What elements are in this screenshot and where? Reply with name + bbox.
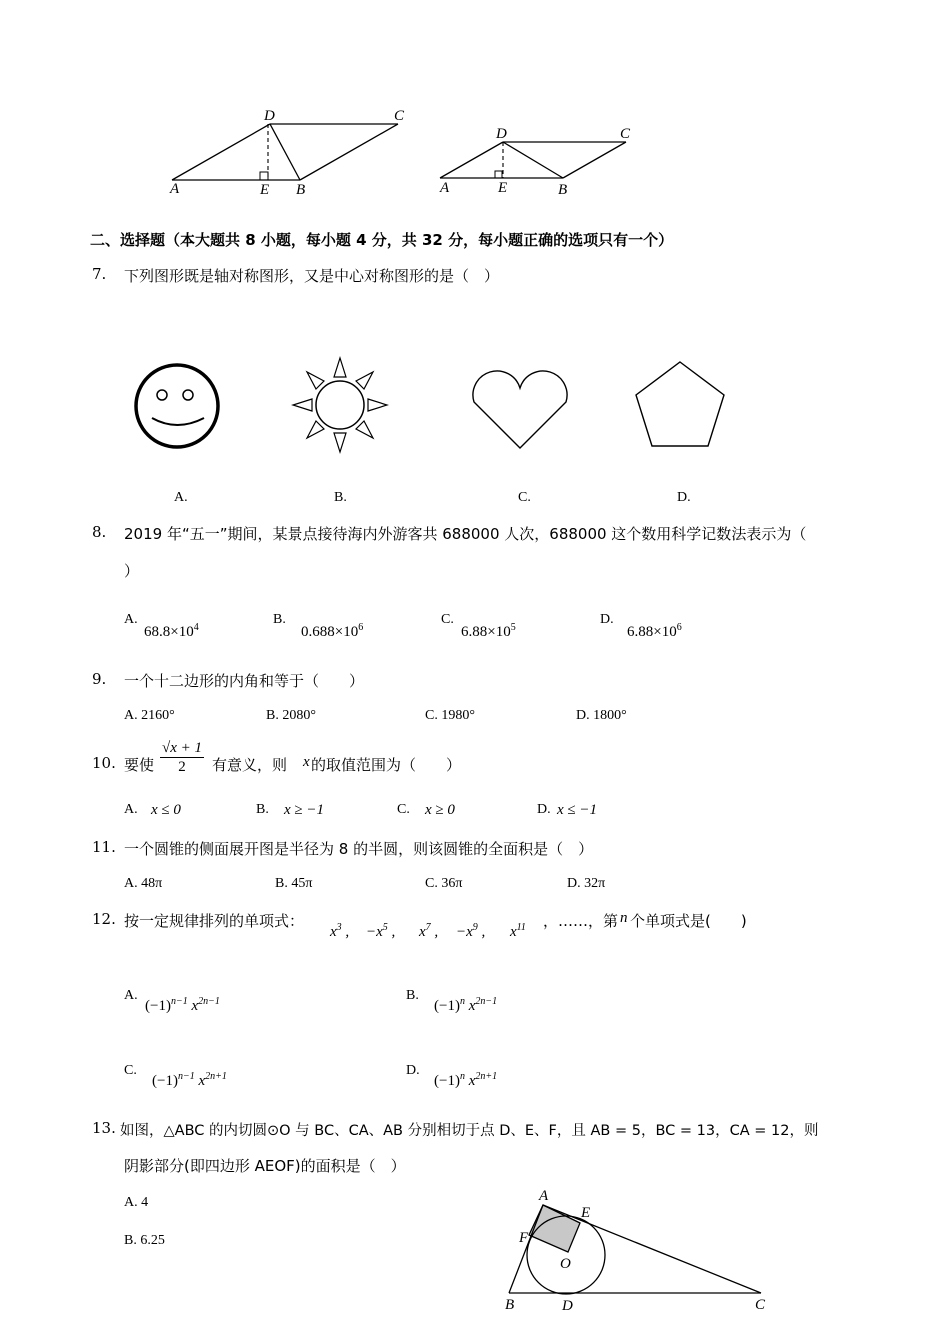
q9-number: 9. <box>92 670 107 688</box>
label-A: A <box>539 1188 549 1204</box>
section-heading: 二、选择题（本大题共 8 小题，每小题 4 分，共 32 分，每小题正确的选项只有一个） <box>90 231 674 249</box>
q10-option-c-letter[interactable]: C. <box>397 802 410 817</box>
q10-pre: 要使 <box>124 756 155 774</box>
q10-option-b-letter[interactable]: B. <box>256 802 269 817</box>
q13-number: 13. <box>92 1119 116 1137</box>
q10-option-a-letter[interactable]: A. <box>124 802 138 817</box>
label-O: O <box>560 1256 571 1272</box>
q13-stem: 如图，△ABC 的内切圆⊙O 与 BC、CA、AB 分别相切于点 D、E、F，且 AB = 5，BC = 13，CA = 12，则 <box>120 1123 819 1139</box>
q12-stem: 按一定规律排列的单项式： <box>124 912 305 930</box>
q8-option-b-letter[interactable]: B. <box>273 612 286 627</box>
q12-term-2: $-x^5$ , <box>366 922 396 940</box>
q10-post: 有意义，则 <box>212 756 288 774</box>
q12-n: n <box>620 910 628 926</box>
q13-option-b[interactable]: B. 6.25 <box>124 1233 165 1248</box>
q11-option-d[interactable]: D. 32π <box>567 876 606 891</box>
label-C: C <box>755 1297 766 1313</box>
q8-stem: 2019 年“五一”期间，某景点接待海内外游客共 688000 人次，688000 这个数用科学记数法表示为（ <box>124 525 807 543</box>
q9-option-a[interactable]: A. 2160° <box>124 708 175 723</box>
q10-fraction: $\frac{√x + 1}{2}$ <box>162 740 203 775</box>
q12-term-4: $-x^9$ , <box>456 922 486 940</box>
q10-number: 10. <box>92 754 116 772</box>
q10-option-c-expr: x ≥ 0 <box>425 802 455 818</box>
label-B: B <box>505 1297 515 1313</box>
q7-option-b[interactable]: B. <box>334 490 347 505</box>
q10-var: x <box>303 754 310 770</box>
q8-option-c-expr: $6.88\times 10^5$ <box>461 622 516 640</box>
q12-option-b-expr: $(-1)^n$ $x^{2n-1}$ <box>434 996 498 1014</box>
q9-option-c[interactable]: C. 1980° <box>425 708 475 723</box>
parallelogram-figure-right <box>430 120 650 200</box>
q12-term-5: $x^{11}$ <box>510 922 526 940</box>
q12-option-c-expr: $(-1)^{n-1}$ $x^{2n+1}$ <box>152 1071 227 1089</box>
label-A: A <box>440 180 450 196</box>
q9-stem: 一个十二边形的内角和等于（ ） <box>124 672 365 690</box>
q7-number: 7. <box>92 265 107 283</box>
q12-option-b-letter[interactable]: B. <box>406 988 419 1003</box>
q12-option-d-expr: $(-1)^n$ $x^{2n+1}$ <box>434 1071 498 1089</box>
q12-option-a-expr: $(-1)^{n-1}$ $x^{2n-1}$ <box>145 996 220 1014</box>
q12-option-a-letter[interactable]: A. <box>124 988 138 1003</box>
q10-option-d-letter[interactable]: D. <box>537 802 551 817</box>
incircle-triangle-figure <box>495 1185 775 1315</box>
label-C: C <box>620 126 631 142</box>
label-D: D <box>264 108 275 124</box>
label-B: B <box>296 182 306 198</box>
q8-option-a-letter[interactable]: A. <box>124 612 138 627</box>
q13-stem2: 阴影部分(即四边形 AEOF)的面积是（ ） <box>124 1157 406 1175</box>
label-E: E <box>581 1205 591 1221</box>
q10-option-a-expr: x ≤ 0 <box>151 802 181 818</box>
q12-tail: ，……，第 <box>543 912 619 930</box>
q12-option-d-letter[interactable]: D. <box>406 1063 420 1078</box>
q11-option-b[interactable]: B. 45π <box>275 876 313 891</box>
q8-number: 8. <box>92 523 107 541</box>
q12-number: 12. <box>92 910 116 928</box>
q13-option-a[interactable]: A. 4 <box>124 1195 149 1210</box>
label-F: F <box>519 1230 529 1246</box>
q11-stem: 一个圆锥的侧面展开图是半径为 8 的半圆，则该圆锥的全面积是（ ） <box>124 840 594 858</box>
label-D: D <box>496 126 507 142</box>
q8-option-a-expr: $68.8\times 10^4$ <box>144 622 199 640</box>
parallelogram-figure-left <box>160 100 420 200</box>
q12-term-1: $x^3$ , <box>330 922 350 940</box>
smiley-face-figure <box>130 360 226 454</box>
q9-option-b[interactable]: B. 2080° <box>266 708 316 723</box>
q8-option-d-expr: $6.88\times 10^6$ <box>627 622 682 640</box>
q11-option-a[interactable]: A. 48π <box>124 876 163 891</box>
q7-option-d[interactable]: D. <box>677 490 691 505</box>
q7-option-a[interactable]: A. <box>174 490 188 505</box>
label-B: B <box>558 182 568 198</box>
q12-tail2: 个单项式是( ) <box>630 912 747 930</box>
label-A: A <box>170 181 180 197</box>
q8-option-b-expr: $0.688\times 10^6$ <box>301 622 364 640</box>
heart-figure <box>464 362 576 454</box>
q12-term-3: $x^7$ , <box>419 922 439 940</box>
label-C: C <box>394 108 405 124</box>
q10-option-d-expr: x ≤ −1 <box>557 802 598 818</box>
label-E: E <box>260 182 270 198</box>
q11-option-c[interactable]: C. 36π <box>425 876 463 891</box>
q8-option-d-letter[interactable]: D. <box>600 612 614 627</box>
sun-figure <box>290 355 390 455</box>
q7-stem: 下列图形既是轴对称图形，又是中心对称图形的是（ ） <box>124 267 500 285</box>
q8-option-c-letter[interactable]: C. <box>441 612 454 627</box>
label-E: E <box>498 180 508 196</box>
q7-option-c[interactable]: C. <box>518 490 531 505</box>
q12-option-c-letter[interactable]: C. <box>124 1063 137 1078</box>
pentagon-figure <box>632 358 728 450</box>
label-D: D <box>562 1298 573 1314</box>
q10-option-b-expr: x ≥ −1 <box>284 802 325 818</box>
q9-option-d[interactable]: D. 1800° <box>576 708 627 723</box>
q8-stem-end: ） <box>124 562 140 580</box>
q10-post2: 的取值范围为（ ） <box>311 756 462 774</box>
q11-number: 11. <box>92 838 116 856</box>
